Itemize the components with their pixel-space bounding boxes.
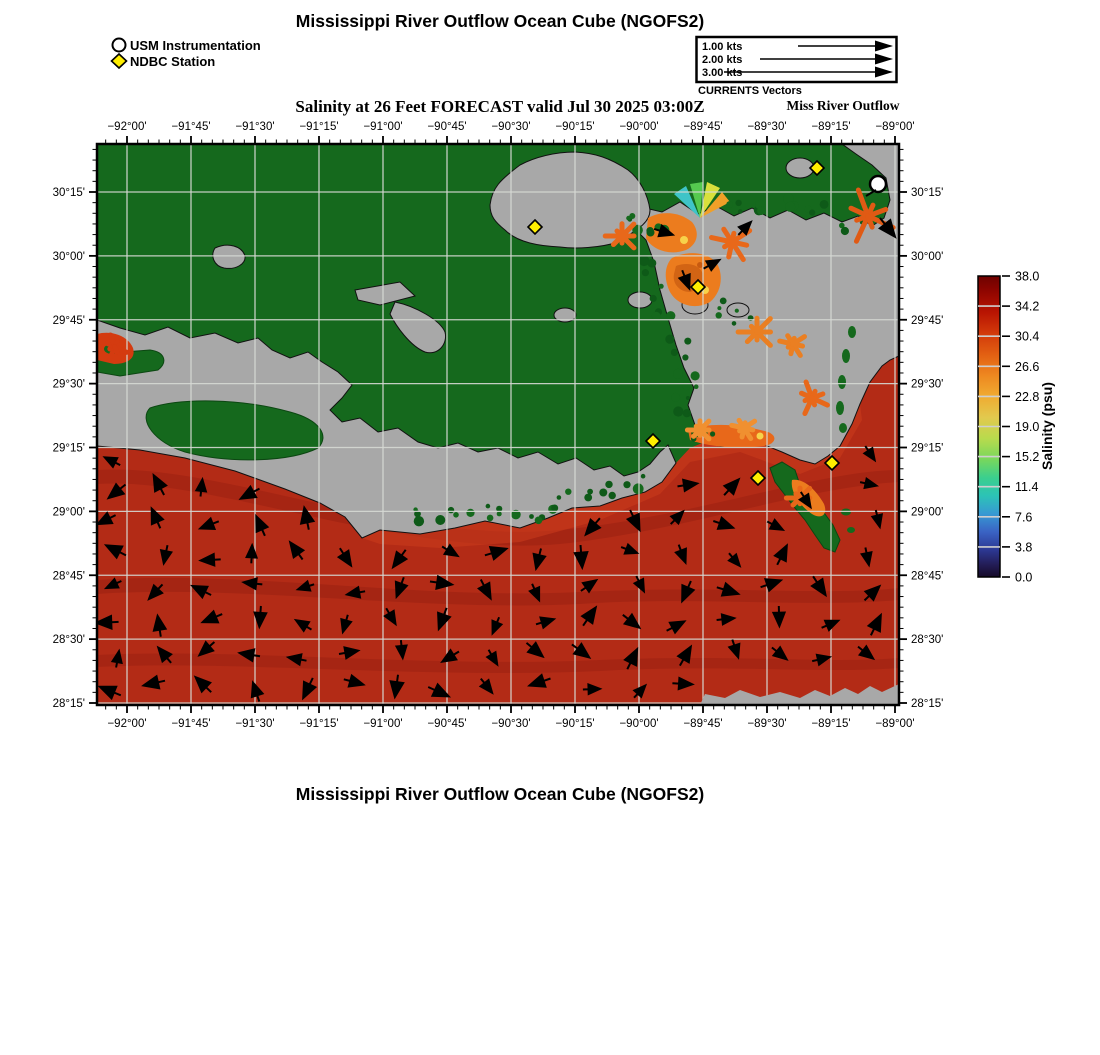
lat-tick-label: 29°15'	[52, 442, 85, 455]
lon-tick-label: −91°45'	[171, 718, 211, 730]
marsh-speckle	[535, 517, 543, 525]
lon-tick-label: −89°45'	[683, 718, 723, 730]
lat-tick-label: 29°00'	[911, 506, 944, 519]
marsh-speckle	[654, 284, 659, 289]
region-label: Miss River Outflow	[786, 98, 900, 113]
marsh-speckle	[841, 227, 849, 235]
lon-tick-label: −90°15'	[555, 718, 595, 730]
colorbar-tick-label: 11.4	[1015, 480, 1039, 495]
marsh-speckle	[684, 338, 691, 345]
marsh-speckle	[599, 489, 607, 497]
lon-tick-label: −89°15'	[811, 718, 851, 730]
lon-tick-label: −89°15'	[811, 121, 851, 133]
lon-tick-label: −91°15'	[299, 121, 339, 133]
marsh-speckle	[647, 229, 655, 237]
map-area	[96, 144, 899, 705]
marsh-speckle	[735, 200, 741, 206]
colorbar	[978, 270, 1055, 585]
vector-burst	[732, 242, 747, 245]
marsh-speckle	[671, 393, 680, 402]
marsh-speckle	[466, 509, 474, 517]
lon-tick-label: −91°00'	[363, 718, 403, 730]
marsh-speckle	[659, 284, 664, 289]
lon-tick-label: −90°45'	[427, 121, 467, 133]
marsh-speckle	[584, 494, 592, 502]
colorbar-tick-label: 34.2	[1015, 299, 1040, 314]
vector-key-entry: 1.00 kts	[702, 41, 743, 53]
colorbar-tick-label: 15.2	[1015, 450, 1040, 465]
colorbar-tick-label: 0.0	[1015, 570, 1033, 585]
marsh-speckle	[633, 483, 644, 494]
lon-tick-label: −91°00'	[363, 121, 403, 133]
lon-tick-label: −90°00'	[619, 121, 659, 133]
lon-tick-label: −89°45'	[683, 121, 723, 133]
marsh-speckle	[487, 515, 494, 522]
lon-tick-label: −89°30'	[747, 718, 787, 730]
lat-tick-label: 29°45'	[911, 314, 944, 327]
marsh-speckle	[686, 396, 690, 400]
lon-tick-label: −90°15'	[555, 121, 595, 133]
marsh-speckle	[605, 481, 612, 488]
marsh-speckle	[665, 335, 674, 344]
marsh-speckle	[694, 384, 699, 389]
colorbar-tick-label: 3.8	[1015, 540, 1033, 555]
marsh-speckle	[673, 369, 683, 379]
lon-tick-label: −90°30'	[491, 121, 531, 133]
marsh-speckle	[717, 306, 721, 310]
marsh-speckle	[785, 202, 795, 212]
lon-tick-label: −89°30'	[747, 121, 787, 133]
footer-title: Mississippi River Outflow Ocean Cube (NGOFS2)	[295, 784, 705, 804]
marsh-speckle	[691, 371, 700, 380]
colorbar-tick-label: 30.4	[1015, 329, 1040, 344]
lat-tick-label: 29°15'	[911, 442, 944, 455]
marsh-speckle	[435, 515, 445, 525]
marsh-speckle	[453, 512, 459, 518]
lon-tick-label: −91°30'	[235, 121, 275, 133]
marsh-speckle	[735, 309, 739, 313]
lon-tick-label: −90°30'	[491, 718, 531, 730]
colorbar-tick-label: 7.6	[1015, 510, 1033, 525]
lat-tick-label: 29°00'	[52, 506, 85, 519]
diamond-marker-icon	[112, 54, 127, 68]
lat-tick-label: 28°45'	[911, 570, 944, 583]
lat-tick-label: 29°45'	[52, 314, 85, 327]
lon-tick-label: −90°00'	[619, 718, 659, 730]
lat-tick-label: 30°00'	[52, 250, 85, 263]
vector-burst	[793, 344, 803, 346]
marsh-speckle	[682, 381, 691, 390]
marsh-speckle	[486, 504, 491, 509]
colorbar-tick-label: 19.0	[1015, 420, 1040, 434]
lat-tick-label: 28°15'	[911, 698, 944, 710]
islet	[764, 259, 772, 265]
lat-tick-label: 30°00'	[911, 250, 944, 263]
marsh-speckle	[716, 312, 722, 318]
lon-tick-label: −89°00'	[875, 718, 915, 730]
marsh-speckle	[671, 349, 678, 356]
vector-key-entry: 3.00 kts	[702, 67, 743, 79]
island	[628, 292, 652, 308]
lon-tick-label: −92°00'	[107, 121, 147, 133]
lat-tick-label: 28°30'	[52, 634, 85, 647]
marsh-speckle	[641, 474, 646, 479]
marsh-speckle	[650, 295, 657, 302]
colorbar-axis-label: Salinity (psu)	[1039, 382, 1055, 470]
marker-legend-label: USM Instrumentation	[130, 38, 261, 53]
marsh-speckle	[682, 354, 688, 360]
page-title: Mississippi River Outflow Ocean Cube (NGOFS2)	[295, 11, 705, 31]
marsh-speckle	[557, 495, 562, 500]
marsh-speckle	[732, 321, 737, 326]
marsh-speckle	[809, 210, 815, 216]
lon-tick-label: −91°30'	[235, 718, 275, 730]
lon-tick-label: −90°45'	[427, 718, 467, 730]
marsh-speckle	[757, 207, 765, 215]
marsh-speckle	[666, 311, 675, 320]
vector-burst	[115, 347, 117, 352]
vector-burst	[812, 398, 815, 405]
marsh-speckle	[710, 431, 715, 436]
colorbar-tick-label: 26.6	[1015, 359, 1040, 374]
lat-tick-label: 29°30'	[52, 378, 85, 391]
marker-legend	[112, 38, 261, 69]
marsh-speckle	[720, 298, 727, 305]
lat-tick-label: 30°15'	[911, 187, 944, 199]
marsh-speckle	[414, 516, 424, 526]
marsh-speckle	[642, 269, 649, 276]
vector-burst	[744, 428, 753, 430]
marsh-speckle	[684, 413, 689, 418]
marsh-speckle	[551, 505, 558, 512]
marsh-speckle	[529, 514, 534, 519]
marsh-speckle	[673, 406, 683, 416]
lon-tick-label: −91°15'	[299, 718, 339, 730]
currents-vector-key	[697, 37, 897, 97]
lon-tick-label: −91°45'	[171, 121, 211, 133]
lon-tick-label: −92°00'	[107, 718, 147, 730]
lon-tick-label: −89°00'	[875, 121, 915, 133]
lat-tick-label: 30°15'	[52, 187, 85, 199]
lat-tick-label: 29°30'	[911, 378, 944, 391]
vector-key-entry: 2.00 kts	[702, 54, 743, 66]
vector-key-caption: CURRENTS Vectors	[698, 85, 802, 97]
plot-subtitle: Salinity at 26 Feet FORECAST valid Jul 30 2025 03:00Z	[295, 97, 705, 116]
marker-legend-label: NDBC Station	[130, 54, 216, 69]
marsh-speckle	[565, 489, 571, 495]
islet	[847, 527, 855, 533]
colorbar-tick-label: 22.8	[1015, 389, 1040, 404]
marsh-speckle	[648, 259, 657, 268]
marsh-speckle	[820, 200, 829, 209]
lat-tick-label: 28°45'	[52, 570, 85, 583]
vector-key-arrowheads	[875, 41, 893, 78]
marsh-speckle	[726, 201, 733, 208]
marsh-speckle	[629, 213, 635, 219]
marsh-speckle	[609, 492, 616, 499]
colorbar-tick-label: 38.0	[1015, 269, 1040, 284]
marsh-speckle	[623, 481, 630, 488]
island	[213, 245, 245, 268]
marsh-speckle	[738, 209, 743, 214]
marsh-speckle	[497, 511, 502, 516]
circle-marker-icon	[113, 39, 126, 52]
marsh-speckle	[448, 507, 454, 513]
usm-station-marker	[870, 176, 886, 192]
lat-tick-label: 28°30'	[911, 634, 944, 647]
lat-tick-label: 28°15'	[52, 698, 85, 710]
